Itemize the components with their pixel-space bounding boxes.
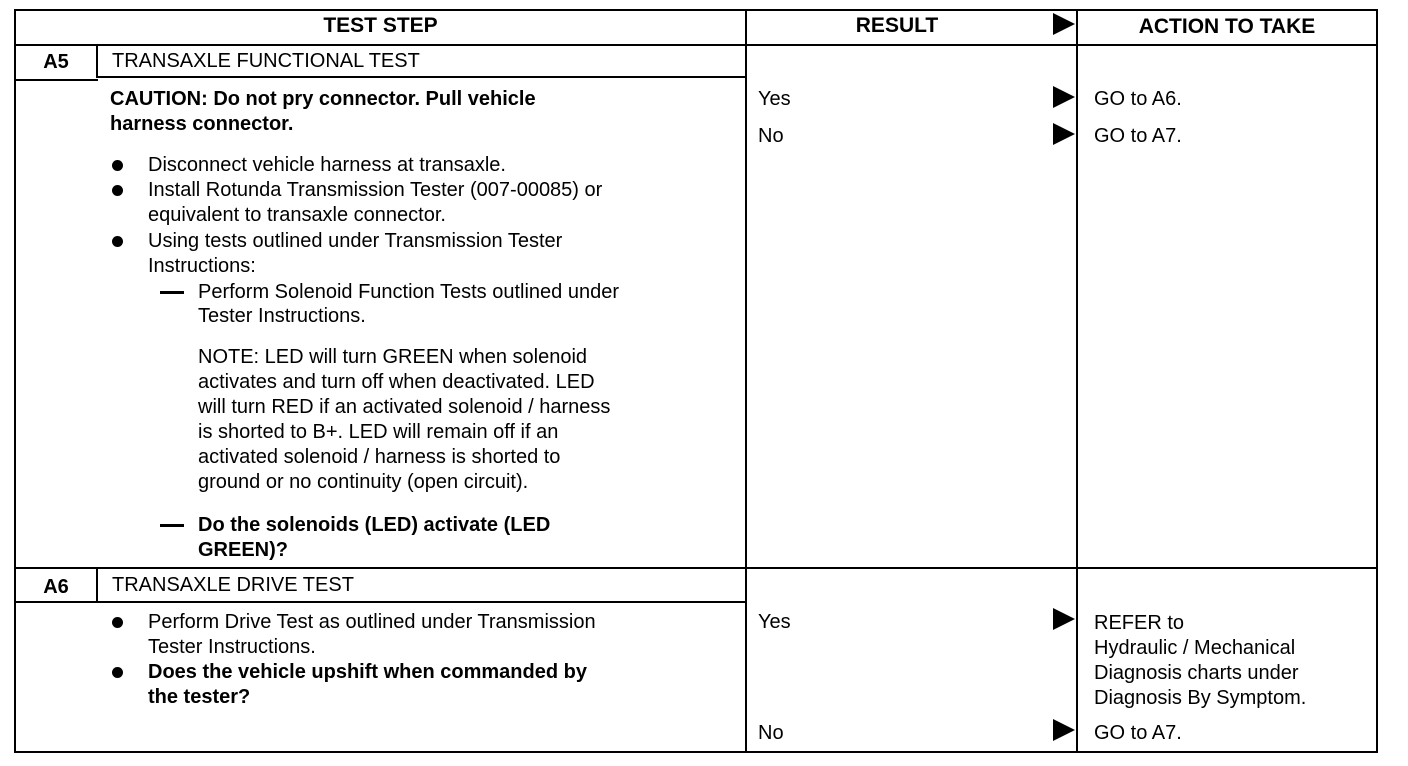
- a5-bullet1-line1: Disconnect vehicle harness at transaxle.: [148, 154, 506, 176]
- a5-caution-line1: CAUTION: Do not pry connector. Pull vehicle: [110, 88, 536, 110]
- header-bottom-rule: [14, 44, 1378, 46]
- a5-note-line2: activates and turn off when deactivated. LED: [198, 371, 595, 393]
- column-divider-result: [745, 9, 747, 753]
- a6-bullet1-line2: Tester Instructions.: [148, 636, 316, 658]
- a5-note-line3: will turn RED if an activated solenoid / harness: [198, 396, 611, 418]
- a5-bullet3-line1: Using tests outlined under Transmission Tester: [148, 230, 563, 252]
- a6-action-yes-line3: Diagnosis charts under: [1094, 662, 1299, 684]
- a5-dash1-line1: Perform Solenoid Function Tests outlined under: [198, 281, 619, 303]
- section-divider-a6: [14, 567, 1378, 569]
- bullet-icon: [112, 185, 123, 196]
- a5-id-rule: [14, 79, 98, 81]
- header-arrow-icon: [1053, 13, 1075, 35]
- a5-result-yes: Yes: [758, 88, 791, 110]
- header-test-step: TEST STEP: [323, 14, 438, 37]
- a5-note-line6: ground or no continuity (open circuit).: [198, 471, 529, 493]
- a5-bullet3-line2: Instructions:: [148, 255, 256, 277]
- a6-result-yes: Yes: [758, 611, 791, 633]
- table-bottom-border: [14, 751, 1378, 753]
- bullet-icon: [112, 160, 123, 171]
- a5-id-divider: [96, 44, 98, 78]
- a6-action-yes-line2: Hydraulic / Mechanical: [1094, 637, 1296, 659]
- bullet-icon: [112, 667, 123, 678]
- result-arrow-icon: [1053, 123, 1075, 145]
- table-top-border: [14, 9, 1378, 11]
- bullet-icon: [112, 236, 123, 247]
- dash-icon: [160, 291, 184, 294]
- a6-action-no: GO to A7.: [1094, 722, 1182, 744]
- a6-bullet1-line1: Perform Drive Test as outlined under Transmission: [148, 611, 596, 633]
- a5-caution-line2: harness connector.: [110, 113, 294, 135]
- a5-step-id: A5: [43, 51, 69, 73]
- a5-question-line2: GREEN)?: [198, 539, 288, 561]
- a5-action-no: GO to A7.: [1094, 125, 1182, 147]
- a6-question-line2: the tester?: [148, 686, 251, 708]
- a5-action-yes: GO to A6.: [1094, 88, 1182, 110]
- column-divider-action: [1076, 9, 1078, 753]
- result-arrow-icon: [1053, 608, 1075, 630]
- a6-id-divider: [96, 567, 98, 602]
- a6-step-id: A6: [43, 576, 69, 598]
- header-result: RESULT: [855, 14, 939, 37]
- a6-action-yes-line1: REFER to: [1094, 612, 1185, 634]
- table-left-border: [14, 9, 16, 753]
- a5-note-line1: NOTE: LED will turn GREEN when solenoid: [198, 346, 588, 368]
- a5-question-line1: Do the solenoids (LED) activate (LED: [198, 514, 551, 536]
- a5-dash1-line2: Tester Instructions.: [198, 305, 366, 327]
- a5-note-line5: activated solenoid / harness is shorted to: [198, 446, 561, 468]
- a5-result-no: No: [758, 125, 784, 147]
- a6-result-no: No: [758, 722, 784, 744]
- result-arrow-icon: [1053, 86, 1075, 108]
- a5-bullet2-line1: Install Rotunda Transmission Tester (007-00085) or: [148, 179, 603, 201]
- result-arrow-icon: [1053, 719, 1075, 741]
- a5-bullet2-line2: equivalent to transaxle connector.: [148, 204, 446, 226]
- a5-note-line4: is shorted to B+. LED will remain off if an: [198, 421, 559, 443]
- table-right-border: [1376, 9, 1378, 753]
- a5-step-title: TRANSAXLE FUNCTIONAL TEST: [112, 50, 420, 72]
- a6-step-title: TRANSAXLE DRIVE TEST: [112, 574, 354, 596]
- a6-question-line1: Does the vehicle upshift when commanded by: [148, 661, 587, 683]
- bullet-icon: [112, 617, 123, 628]
- header-action: ACTION TO TAKE: [1138, 15, 1316, 38]
- dash-icon: [160, 524, 184, 527]
- a5-title-rule: [96, 76, 746, 78]
- a6-action-yes-line4: Diagnosis By Symptom.: [1094, 687, 1307, 709]
- a6-title-rule: [14, 601, 746, 603]
